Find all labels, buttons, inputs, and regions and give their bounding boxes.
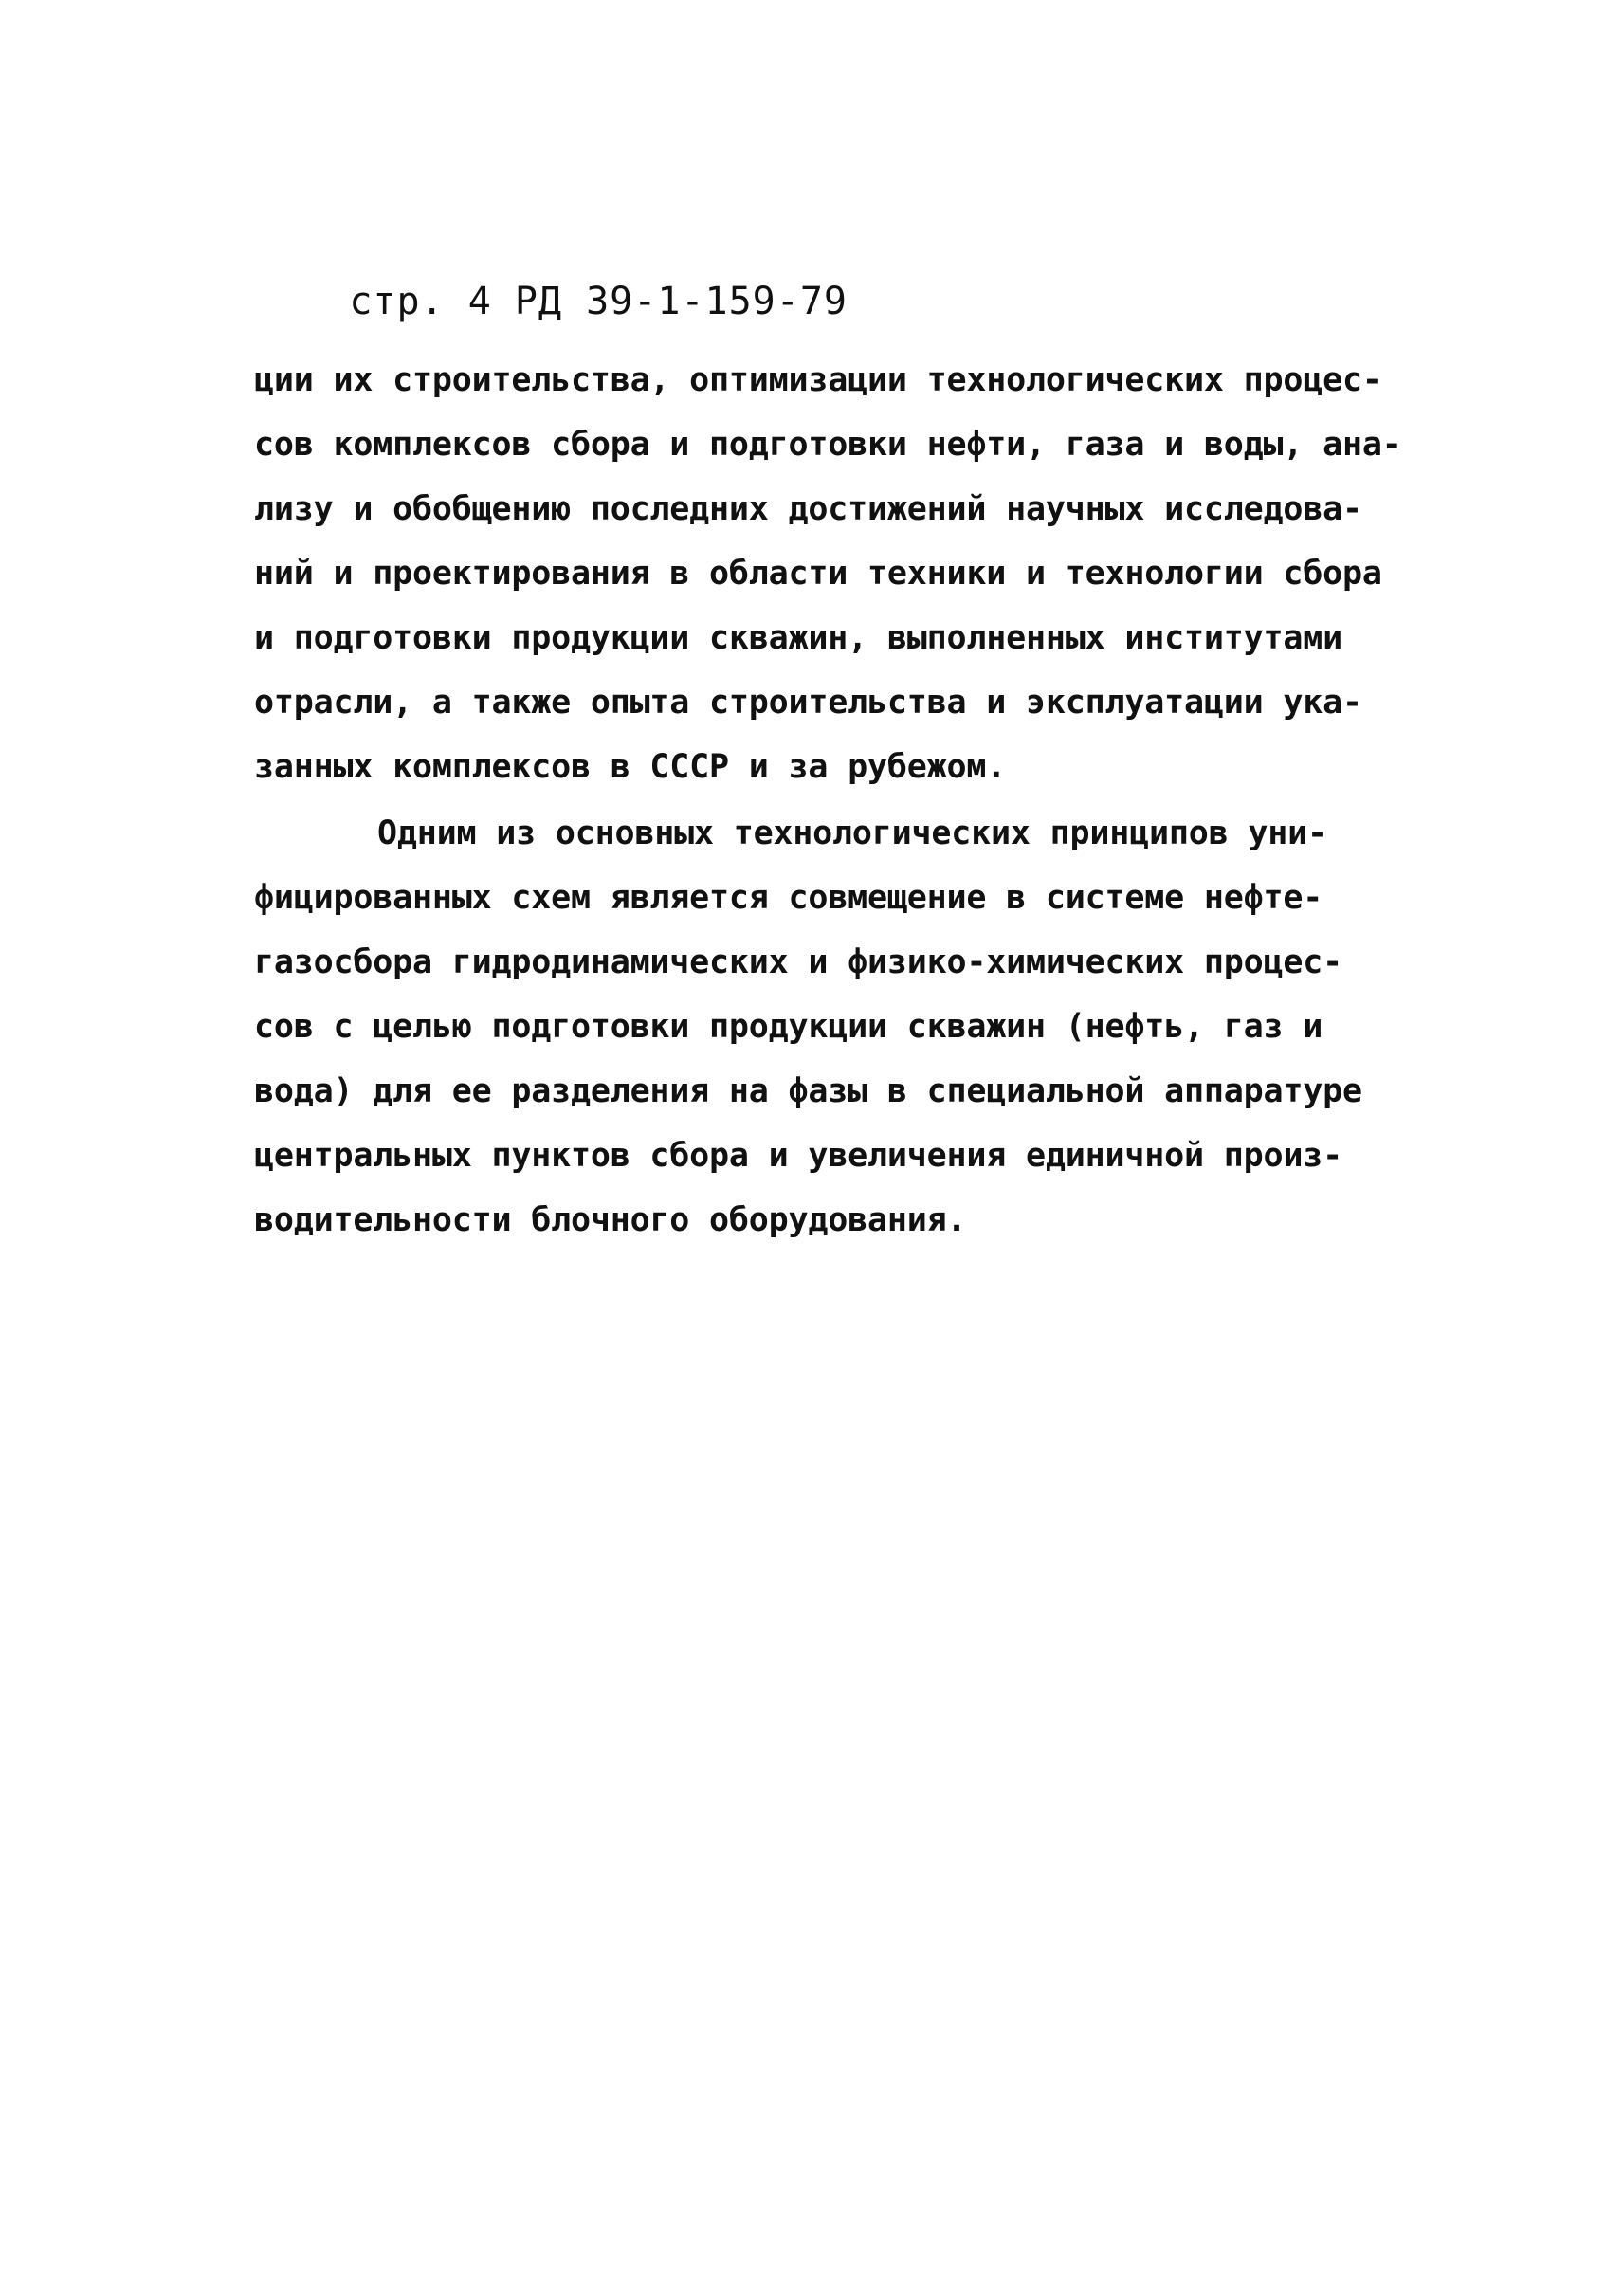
page-number-label: стр. 4 <box>349 280 492 323</box>
paragraph-2-line-5: вода) для ее разделения на фазы в специальной аппаратуре <box>254 1072 1362 1110</box>
paragraph-1-line-3: лизу и обобщению последних достижений научных исследова- <box>254 490 1362 528</box>
document-number: РД 39-1-159-79 <box>514 280 848 323</box>
paragraph-1-line-2: сов комплексов сбора и подготовки нефти, газа и воды, ана- <box>254 426 1402 464</box>
paragraph-1-line-1: ции их строительства, оптимизации технологических процес- <box>254 361 1382 399</box>
paragraph-1-line-4: ний и проектирования в области техники и технологии сбора <box>254 555 1382 593</box>
paragraph-2-line-2: фицированных схем является совмещение в системе нефте- <box>254 879 1323 917</box>
paragraph-2-line-6: центральных пунктов сбора и увеличения единичной произ- <box>254 1137 1342 1175</box>
paragraph-1-line-7: занных комплексов в СССР и за рубежом. <box>254 748 1007 786</box>
paragraph-2-line-3: газосбора гидродинамических и физико-химических процес- <box>254 943 1342 981</box>
paragraph-1-line-5: и подготовки продукции скважин, выполненных институтами <box>254 619 1342 657</box>
page-header <box>254 245 848 358</box>
paragraph-1-line-6: отрасли, а также опыта строительства и эксплуатации ука- <box>254 684 1362 722</box>
paragraph-2-line-7: водительности блочного оборудования. <box>254 1201 967 1239</box>
paragraph-2-line-4: сов с целью подготовки продукции скважин (нефть, газ и <box>254 1008 1323 1046</box>
paragraph-2-line-1: Одним из основных технологических принципов уни- <box>377 814 1327 852</box>
